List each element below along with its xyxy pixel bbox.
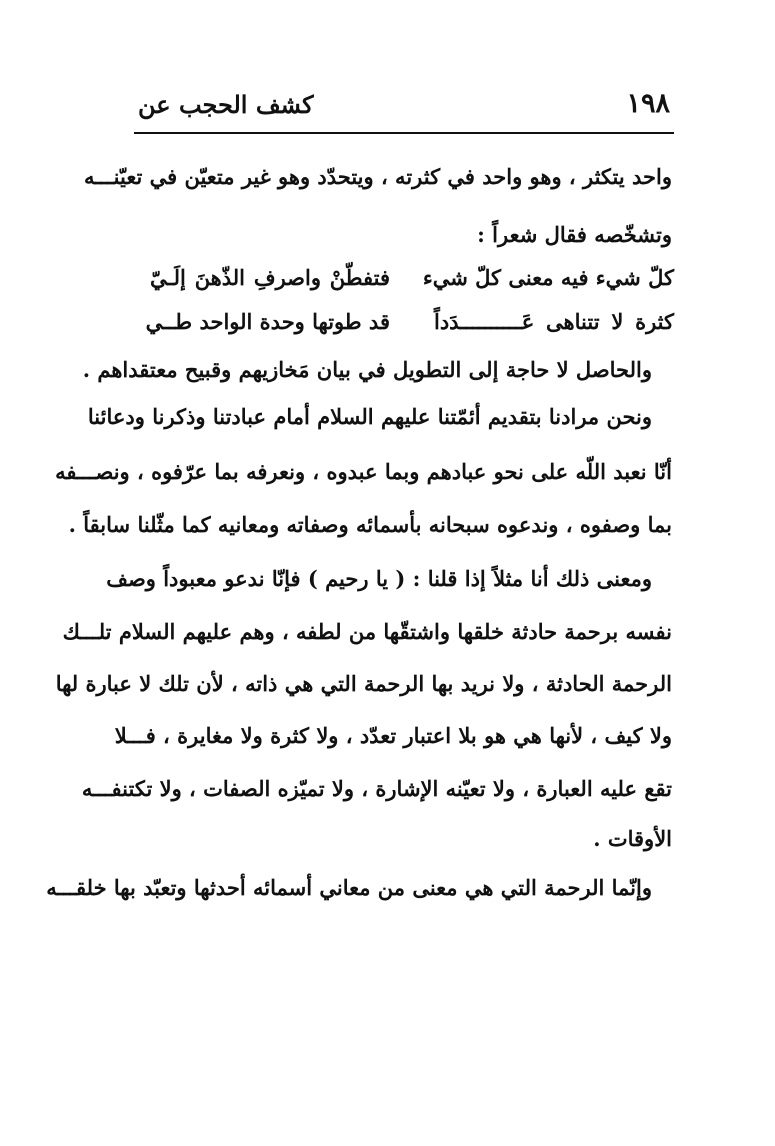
verse-first-hemistich: كثرة لا تتناهى عَــــــــــدَداً	[434, 309, 674, 334]
verse-second-hemistich: فتفطّنْ واصرفِ الذّهنَ إلَـيّ	[150, 265, 390, 290]
verse-line	[145, 306, 674, 338]
text-line: واحد يتكثر ، وهو واحد في كثرته ، ويتحدّد وهو غير متعيّن في تعيّنـــه	[83, 164, 672, 189]
text-line: ومعنى ذلك أنا مثلاً إذا قلنا : ( يا رحيم ) فإنّا ندعو معبوداً وصف	[106, 566, 652, 591]
running-title: كشف الحجب عن	[138, 90, 314, 119]
page-number: ١٩٨	[626, 88, 670, 119]
text-line: أنّا نعبد اللّه على نحو عبادهم وبما عبدوه ، ونعرفه بما عرّفوه ، ونصـــفه	[55, 459, 672, 484]
text-line: تقع عليه العبارة ، ولا تعيّنه الإشارة ، ولا تميّزه الصفات ، ولا تكتنفـــه	[81, 776, 672, 801]
text-line: ونحن مرادنا بتقديم أئمّتنا عليهم السلام أمام عبادتنا وذكرنا ودعائنا	[87, 404, 652, 429]
text-line: ولا كيف ، لأنها هي هو بلا اعتبار تعدّد ، ولا كثرة ولا مغايرة ، فـــلا	[114, 723, 672, 748]
verse-line	[150, 262, 674, 294]
text-line: وتشخّصه فقال شعراً :	[477, 222, 672, 247]
verse-first-hemistich: كلّ شيء فيه معنى كلّ شيء	[422, 265, 674, 290]
text-line: الرحمة الحادثة ، ولا نريد بها الرحمة التي هي ذاته ، لأن تلك لا عبارة لها	[55, 671, 672, 696]
header-divider	[134, 132, 674, 134]
verse-second-hemistich: قد طوتها وحدة الواحد طــي	[145, 309, 390, 334]
text-line: الأوقات .	[593, 826, 672, 851]
text-line: بما وصفوه ، وندعوه سبحانه بأسمائه وصفاته ومعانيه كما مثّلنا سابقاً .	[68, 512, 672, 537]
text-line: نفسه برحمة حادثة خلقها واشتقّها من لطفه ، وهم عليهم السلام تلـــك	[62, 619, 672, 644]
page-header	[138, 82, 670, 132]
text-line: وإنّما الرحمة التي هي معنى من معاني أسمائه أحدثها وتعبّد بها خلقـــه	[46, 875, 652, 900]
text-line: والحاصل لا حاجة إلى التطويل في بيان مَخازيهم وقبيح معتقداهم .	[82, 357, 652, 382]
